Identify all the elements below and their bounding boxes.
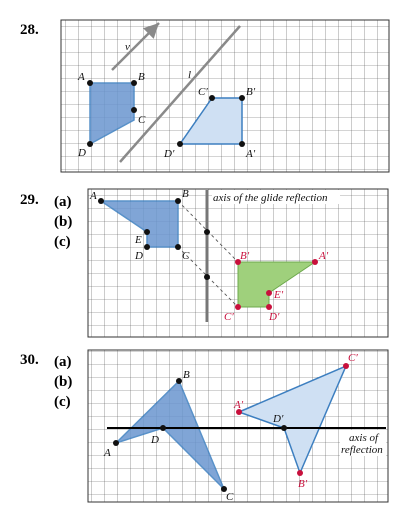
label-B: B: [182, 188, 189, 200]
label-D-prime: D′: [269, 311, 280, 323]
label-D-prime: D′: [273, 413, 284, 425]
problem-28-figure: [61, 20, 389, 172]
axis-note: axis of the glide reflection: [213, 192, 328, 204]
point-B-prime: [239, 95, 245, 101]
problem-30-number: 30.: [20, 352, 39, 368]
label-C: C: [226, 491, 234, 503]
problem-29-figure: [88, 188, 388, 337]
label-A-prime: A′: [234, 399, 244, 411]
point-C-prime: [235, 304, 241, 310]
problem-29-number: 29.: [20, 192, 39, 208]
point-D-prime: [266, 304, 272, 310]
axis-point-1: [204, 229, 210, 235]
label-B-prime: B′: [246, 86, 256, 98]
part-a-label: (a): [54, 194, 72, 210]
label-C-prime: C′: [348, 352, 358, 364]
label-A-prime: A′: [246, 148, 256, 160]
label-D: D: [78, 147, 86, 159]
part-c-label: (c): [54, 234, 71, 250]
label-C: C: [138, 114, 146, 126]
label-D-prime: D′: [164, 148, 175, 160]
label-v: v: [125, 41, 130, 53]
label-B-prime: B′: [298, 478, 308, 490]
point-A-prime: [312, 259, 318, 265]
point-D-prime: [177, 141, 183, 147]
part-b-label: (b): [54, 214, 73, 230]
point-D-prime: [281, 425, 287, 431]
label-A: A: [104, 447, 111, 459]
label-E: E: [135, 234, 142, 246]
point-E: [144, 229, 150, 235]
point-D: [87, 141, 93, 147]
label-A: A: [90, 190, 97, 202]
label-B: B: [138, 71, 145, 83]
point-D: [160, 425, 166, 431]
point-B-prime: [297, 470, 303, 476]
point-A: [98, 198, 104, 204]
axis-note-line2: reflection: [341, 444, 383, 456]
part-c-label: (c): [54, 394, 71, 410]
label-l: l: [188, 69, 192, 81]
problem-30-figure: [88, 350, 388, 503]
point-C: [175, 244, 181, 250]
point-B: [176, 378, 182, 384]
label-C: C: [182, 250, 190, 262]
label-A-prime: A′: [319, 250, 329, 262]
point-C-prime: [209, 95, 215, 101]
part-a-label: (a): [54, 354, 72, 370]
label-B: B: [183, 369, 190, 381]
problem-28-number: 28.: [20, 22, 39, 38]
part-b-label: (b): [54, 374, 73, 390]
axis-note-line1: axis of: [349, 432, 379, 444]
label-E-prime: E′: [274, 289, 284, 301]
point-B: [175, 198, 181, 204]
label-B-prime: B′: [240, 250, 250, 262]
point-A: [87, 80, 93, 86]
label-C-prime: C′: [198, 86, 208, 98]
point-B: [131, 80, 137, 86]
axis-point-2: [204, 274, 210, 280]
point-A: [113, 440, 119, 446]
label-C-prime: C′: [224, 311, 234, 323]
label-D: D: [135, 250, 143, 262]
label-D: D: [151, 434, 159, 446]
label-A: A: [78, 71, 85, 83]
point-C: [131, 107, 137, 113]
point-E-prime: [266, 290, 272, 296]
point-D: [144, 244, 150, 250]
point-A-prime: [239, 141, 245, 147]
